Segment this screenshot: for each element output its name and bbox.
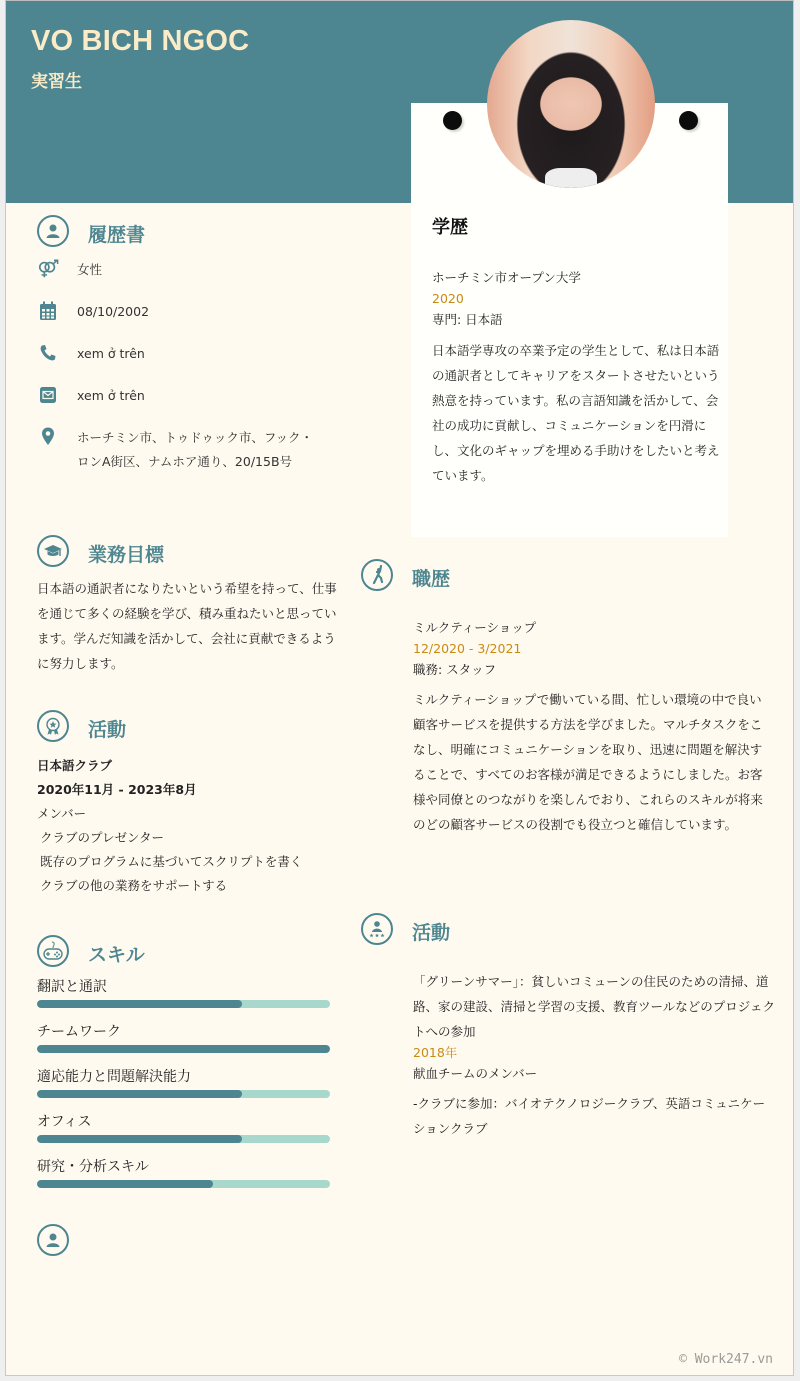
skill-label: チームワーク — [37, 1024, 121, 1040]
activity-right-title: 「グリーンサマー」：貧しいコミューンの住民のための清掃、道路、家の建設、清掃と学習の支援、教育ツールなどのプロジェクトへの参加 — [413, 974, 776, 1039]
objective-section-title: 業務目標 — [88, 544, 165, 566]
activity-org: 日本語クラブ — [37, 758, 113, 773]
skill-label: 翻訳と通訳 — [37, 979, 107, 995]
phone-value: xem ở trên — [77, 346, 145, 361]
activities-left-section-title: 活動 — [88, 719, 127, 741]
skill-label: オフィス — [37, 1114, 92, 1130]
skills-section-title: スキル — [88, 944, 145, 966]
education-section-title: 学歴 — [432, 217, 468, 238]
job-title: 実習生 — [31, 72, 82, 92]
email-value: xem ở trên — [77, 388, 145, 403]
experience-company: ミルクティーショップ — [413, 620, 537, 635]
skill-bar — [37, 1045, 330, 1053]
user-icon — [37, 1224, 69, 1256]
gender-row — [37, 258, 102, 282]
objective-text: 日本語の通訳者になりたいという希望を持って、仕事を通じて多くの経験を学び、積み重ねたいと思っています。学んだ知識を活かして、会社に貢献できるように努力します。 — [37, 581, 337, 671]
gamepad-icon — [37, 935, 69, 967]
map-pin-icon — [37, 426, 59, 448]
education-year: 2020 — [432, 291, 464, 306]
candidate-name: VO BICH NGOC — [31, 25, 250, 57]
user-icon — [37, 215, 69, 247]
graduation-cap-icon — [37, 535, 69, 567]
birthdate-row — [37, 300, 149, 324]
email-row — [37, 384, 145, 408]
skill-bar — [37, 1000, 330, 1008]
skill-bar — [37, 1090, 330, 1098]
user-stars-icon — [361, 913, 393, 945]
calendar-icon — [37, 300, 59, 322]
profile-photo — [487, 20, 655, 188]
activity-detail: 既存のプログラムに基づいてスクリプトを書く — [40, 854, 303, 869]
cv-page — [5, 0, 794, 1376]
address-row — [37, 426, 317, 474]
activity-detail: クラブの他の業務をサポートする — [40, 878, 228, 893]
education-description: 日本語学専攻の卒業予定の学生として、私は日本語の通訳者としてキャリアをスタートさせたいという熱意を持っています。私の言語知識を活かして、会社の成功に貢献し、コミュニケーションを円滑にし、文化のギャップを埋める手助けをしたいと考えています。 — [432, 343, 720, 483]
pin-icon — [679, 111, 698, 130]
activities-right-section-title: 活動 — [412, 922, 451, 944]
person-stretching-icon — [361, 559, 393, 591]
gender-icon — [37, 258, 59, 280]
skill-label: 研究・分析スキル — [37, 1159, 149, 1175]
experience-description: ミルクティーショップで働いている間、忙しい環境の中で良い顧客サービスを提供する方法を学びました。マルチタスクをこなし、明確にコミュニケーションを取り、迅速に問題を解決することで、すべてのお客様が満足できるようにしました。お客様や同僚とのつながりを楽しんでおり、これらのスキルが将来のどの顧客サービスの役割でも役立つと確信しています。 — [413, 692, 763, 832]
activity-right-year: 2018年 — [413, 1045, 458, 1060]
profile-section-title: 履歴書 — [88, 224, 146, 246]
phone-row — [37, 342, 145, 366]
activity-detail: クラブのプレゼンター — [40, 830, 165, 845]
activity-period: 2020年11月 - 2023年8月 — [37, 782, 197, 797]
activity-right-role: 献血チームのメンバー — [413, 1066, 538, 1081]
skill-bar — [37, 1135, 330, 1143]
activity-role: メンバー — [37, 806, 87, 821]
experience-period: 12/2020 - 3/2021 — [413, 641, 522, 656]
skill-bar — [37, 1180, 330, 1188]
address-value: ホーチミン市、トゥドゥック市、フック・ロンA街区、ナムホア通り、20/15B号 — [77, 430, 314, 469]
skill-label: 適応能力と問題解決能力 — [37, 1069, 191, 1085]
activity-right-description: -クラブに参加：バイオテクノロジークラブ、英語コミュニケーションクラブ — [413, 1096, 766, 1136]
experience-position: 職務: スタッフ — [413, 662, 497, 677]
education-major: 専門: 日本語 — [432, 312, 503, 327]
award-medal-icon — [37, 710, 69, 742]
education-school: ホーチミン市オープン大学 — [432, 270, 581, 285]
envelope-icon — [37, 384, 59, 406]
copyright-footer: © Work247.vn — [679, 1352, 773, 1367]
experience-section-title: 職歴 — [412, 568, 451, 590]
phone-icon — [37, 342, 59, 364]
gender-value: 女性 — [77, 262, 103, 277]
birthdate-value: 08/10/2002 — [77, 304, 150, 319]
pin-icon — [443, 111, 462, 130]
